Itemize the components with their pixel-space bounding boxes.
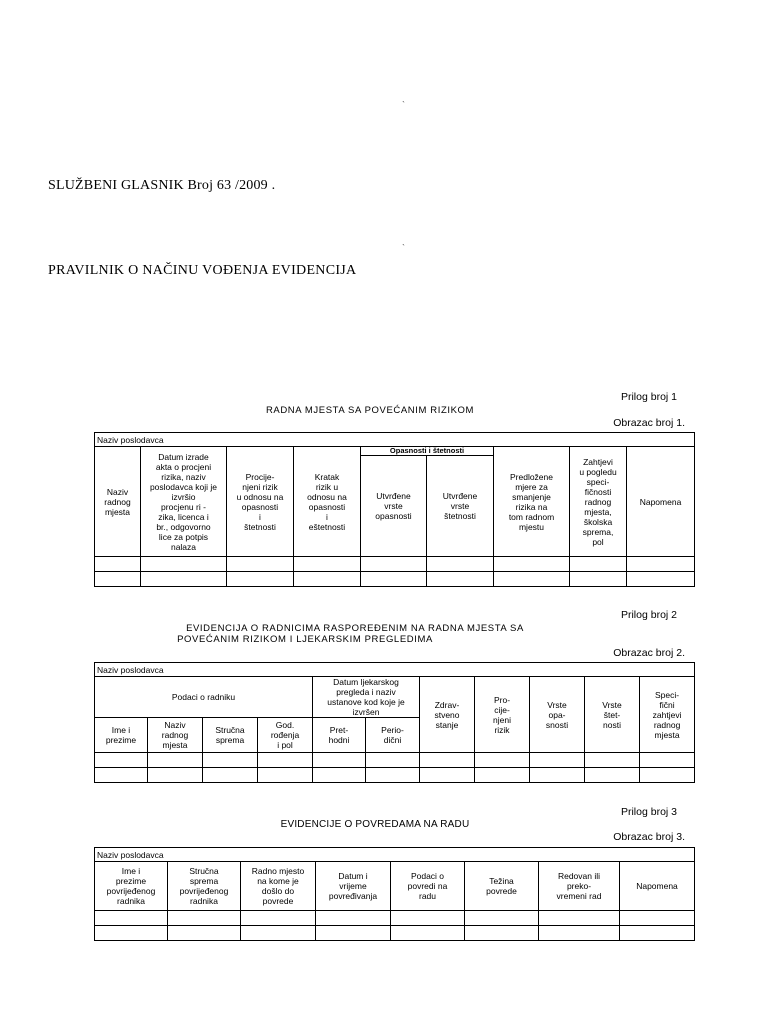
- column-header: Pro- cije- njeni rizik: [475, 677, 530, 753]
- obrazac-label: Obrazac broj 2.: [613, 647, 685, 659]
- employer-name-cell: Naziv poslodavca: [95, 663, 695, 677]
- empty-cell[interactable]: [420, 768, 475, 783]
- empty-cell[interactable]: [95, 753, 148, 768]
- empty-cell[interactable]: [539, 926, 620, 941]
- empty-cell[interactable]: [391, 911, 465, 926]
- column-header: Naziv radnog mjesta: [148, 718, 203, 753]
- empty-cell[interactable]: [585, 753, 640, 768]
- empty-cell[interactable]: [640, 753, 695, 768]
- column-header: Utvrđene vrste opasnosti: [361, 456, 427, 557]
- empty-cell[interactable]: [148, 768, 203, 783]
- empty-cell[interactable]: [168, 911, 241, 926]
- empty-cell[interactable]: [168, 926, 241, 941]
- form3-table: [94, 847, 695, 941]
- empty-cell[interactable]: [465, 926, 539, 941]
- gazette-header: SLUŽBENI GLASNIK Broj 63 /2009 .: [48, 178, 276, 193]
- column-header: Napomena: [620, 862, 695, 911]
- empty-cell[interactable]: [640, 768, 695, 783]
- empty-cell[interactable]: [227, 557, 294, 572]
- empty-cell[interactable]: [585, 768, 640, 783]
- column-header: Vrste štet- nosti: [585, 677, 640, 753]
- empty-cell[interactable]: [391, 926, 465, 941]
- column-header: God. rođenja i pol: [258, 718, 313, 753]
- empty-cell[interactable]: [294, 572, 361, 587]
- empty-cell[interactable]: [530, 768, 585, 783]
- empty-cell[interactable]: [95, 572, 141, 587]
- table-row: [95, 753, 695, 768]
- empty-cell[interactable]: [95, 911, 168, 926]
- empty-cell[interactable]: [427, 572, 494, 587]
- column-header: Radno mjesto na kome je došlo do povrede: [241, 862, 316, 911]
- empty-cell[interactable]: [141, 572, 227, 587]
- table-row: [95, 768, 695, 783]
- empty-cell[interactable]: [530, 753, 585, 768]
- column-header: Stručna sprema: [203, 718, 258, 753]
- column-header: Speci- fični zahtjevi radnog mjesta: [640, 677, 695, 753]
- obrazac-label: Obrazac broj 1.: [613, 417, 685, 429]
- empty-cell[interactable]: [539, 911, 620, 926]
- regulation-title: PRAVILNIK O NAČINU VOĐENJA EVIDENCIJA: [48, 263, 357, 278]
- empty-cell[interactable]: [475, 753, 530, 768]
- empty-cell[interactable]: [620, 911, 695, 926]
- empty-cell[interactable]: [316, 926, 391, 941]
- column-header: Ime i prezime povrijeđenog radnika: [95, 862, 168, 911]
- column-header: Stručna sprema povrijeđenog radnika: [168, 862, 241, 911]
- empty-cell[interactable]: [494, 572, 570, 587]
- empty-cell[interactable]: [241, 911, 316, 926]
- column-header: Perio- dični: [366, 718, 420, 753]
- empty-cell[interactable]: [203, 753, 258, 768]
- empty-cell[interactable]: [465, 911, 539, 926]
- column-header: Vrste opa- snosti: [530, 677, 585, 753]
- form1-table: [94, 432, 695, 587]
- column-header: Pret- hodni: [313, 718, 366, 753]
- empty-cell[interactable]: [203, 768, 258, 783]
- empty-cell[interactable]: [316, 911, 391, 926]
- form-title: POVEĆANIM RIZIKOM I LJEKARSKIM PREGLEDIMA: [177, 634, 433, 645]
- empty-cell[interactable]: [95, 557, 141, 572]
- column-header: Zdrav- stveno stanje: [420, 677, 475, 753]
- table-row: [95, 926, 695, 941]
- form2-table: [94, 662, 695, 783]
- form-title: EVIDENCIJA O RADNICIMA RASPOREĐENIM NA RADNA MJESTA SA: [186, 623, 524, 634]
- employer-name-cell: Naziv poslodavca: [95, 848, 695, 862]
- empty-cell[interactable]: [366, 768, 420, 783]
- empty-cell[interactable]: [494, 557, 570, 572]
- column-header: Predložene mjere za smanjenje rizika na tom radnom mjestu: [494, 447, 570, 557]
- empty-cell[interactable]: [366, 753, 420, 768]
- empty-cell[interactable]: [361, 557, 427, 572]
- empty-cell[interactable]: [627, 572, 695, 587]
- empty-cell[interactable]: [420, 753, 475, 768]
- empty-cell[interactable]: [427, 557, 494, 572]
- empty-cell[interactable]: [148, 753, 203, 768]
- column-header: Datum i vrijeme povređivanja: [316, 862, 391, 911]
- column-header: Zahtjevi u pogledu speci- fičnosti radnog mjesta, školska sprema, pol: [570, 447, 627, 557]
- table-row: [95, 572, 695, 587]
- column-header: Naziv radnog mjesta: [95, 447, 141, 557]
- empty-cell[interactable]: [570, 572, 627, 587]
- employer-name-cell: Naziv poslodavca: [95, 433, 695, 447]
- column-header: Težina povrede: [465, 862, 539, 911]
- column-header: Napomena: [627, 447, 695, 557]
- empty-cell[interactable]: [627, 557, 695, 572]
- prilog-label: Prilog broj 2: [620, 609, 677, 621]
- group-header: Opasnosti i štetnosti: [361, 447, 494, 456]
- stray-mark: `: [402, 100, 405, 110]
- form-title: EVIDENCIJE O POVREDAMA NA RADU: [280, 819, 470, 830]
- stray-mark: `: [402, 243, 405, 253]
- empty-cell[interactable]: [294, 557, 361, 572]
- column-header: Datum izrade akta o procjeni rizika, naziv poslodavca koji je izvršio procjenu ri - zika, licenca i br., odgovorno lice za potpis nalaza: [141, 447, 227, 557]
- prilog-label: Prilog broj 3: [620, 806, 677, 818]
- empty-cell[interactable]: [258, 768, 313, 783]
- empty-cell[interactable]: [475, 768, 530, 783]
- table-row: [95, 557, 695, 572]
- empty-cell[interactable]: [313, 753, 366, 768]
- column-header: Kratak rizik u odnosu na opasnosti i eštetnosti: [294, 447, 361, 557]
- empty-cell[interactable]: [141, 557, 227, 572]
- column-header: Procije- njeni rizik u odnosu na opasnosti i štetnosti: [227, 447, 294, 557]
- table-row: [95, 911, 695, 926]
- empty-cell[interactable]: [227, 572, 294, 587]
- empty-cell[interactable]: [361, 572, 427, 587]
- empty-cell[interactable]: [241, 926, 316, 941]
- column-header: Ime i prezime: [95, 718, 148, 753]
- empty-cell[interactable]: [620, 926, 695, 941]
- obrazac-label: Obrazac broj 3.: [613, 831, 685, 843]
- empty-cell[interactable]: [258, 753, 313, 768]
- group-header: Datum ljekarskog pregleda i naziv ustanove kod koje je izvršen: [313, 677, 420, 718]
- empty-cell[interactable]: [570, 557, 627, 572]
- empty-cell[interactable]: [313, 768, 366, 783]
- prilog-label: Prilog broj 1: [620, 391, 677, 403]
- form-title: RADNA MJESTA SA POVEĆANIM RIZIKOM: [265, 405, 475, 416]
- column-header: Podaci o povredi na radu: [391, 862, 465, 911]
- group-header: Podaci o radniku: [95, 677, 313, 718]
- empty-cell[interactable]: [95, 768, 148, 783]
- column-header: Redovan ili preko- vremeni rad: [539, 862, 620, 911]
- column-header: Utvrđene vrste štetnosti: [427, 456, 494, 557]
- empty-cell[interactable]: [95, 926, 168, 941]
